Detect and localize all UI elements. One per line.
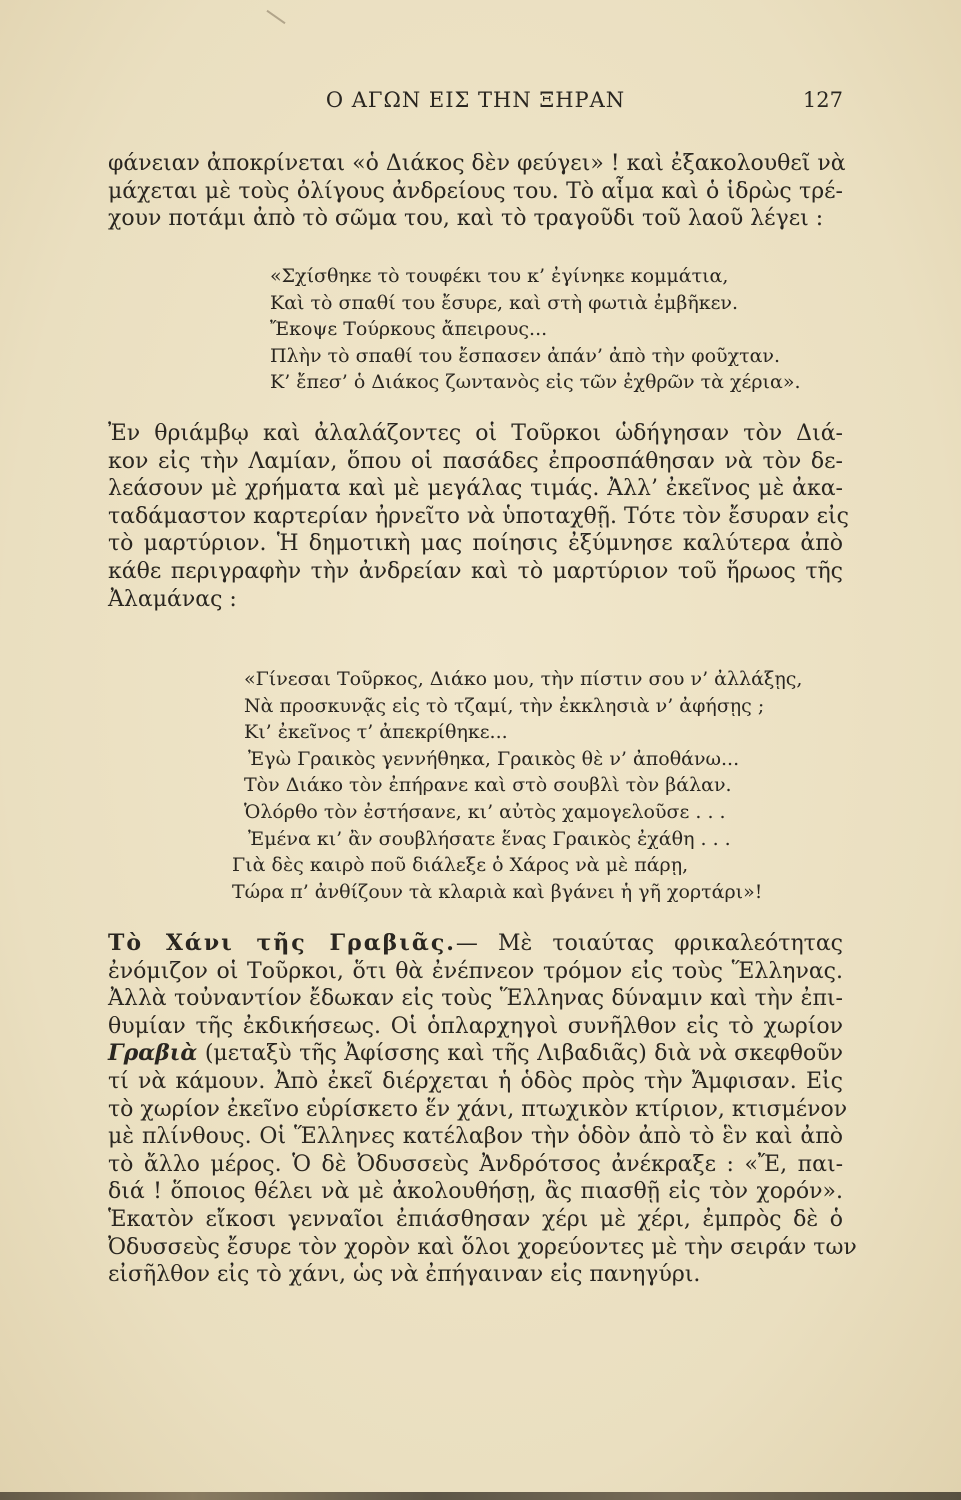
text-line: μὲ πλίνθους. Οἱ Ἕλληνες κατέλαβον τὴν ὁδὸν ἀπὸ τὸ ἓν καὶ ἀπὸ — [108, 1124, 843, 1150]
text-line — [108, 930, 843, 958]
verse-line: Κ’ ἔπεσ’ ὁ Διάκος ζωντανὸς εἰς τῶν ἐχθρῶν τὰ χέρια». — [270, 371, 801, 394]
text-line: κάθε περιγραφὴν τὴν ἀνδρείαν καὶ τὸ μαρτύριον τοῦ ἥρωος τῆς — [108, 558, 843, 584]
heading-continuation: — Μὲ τοιαύτας φρικαλεότητας — [455, 931, 843, 956]
text-line: Ἐν θριάμβῳ καὶ ἀλαλάζοντες οἱ Τοῦρκοι ὡδήγησαν τὸν Διά- — [108, 421, 843, 446]
verse-2 — [232, 666, 803, 905]
text-line: ταδάμαστον καρτερίαν ἠρνεῖτο νὰ ὑποταχθῇ. Τότε τὸν ἔσυραν εἰς — [108, 503, 849, 529]
section-heading: Τὸ Χάνι τῆς Γραβιᾶς. — [108, 930, 456, 956]
verse-line: Καὶ τὸ σπαθί του ἔσυρε, καὶ στὴ φωτιὰ ἐμβῆκεν. — [270, 291, 739, 314]
verse-line: Γιὰ δὲς καιρὸ ποῦ διάλεξε ὁ Χάρος νὰ μὲ πάρῃ, — [232, 854, 689, 877]
text-line: Ἀλλὰ τοὐναντίον ἔδωκαν εἰς τοὺς Ἕλληνας δύναμιν καὶ τὴν ἐπι- — [108, 986, 843, 1012]
page-edge-strip — [0, 1492, 961, 1500]
text-line: θυμίαν τῆς ἐκδικήσεως. Οἱ ὁπλαρχηγοὶ συνῆλθον εἰς τὸ χωρίον — [108, 1013, 843, 1039]
text-line: τὸ μαρτύριον. Ἡ δημοτικὴ μας ποίησις ἐξύμνησε καλύτερα ἀπὸ — [108, 531, 843, 557]
text-line: μάχεται μὲ τοὺς ὀλίγους ἀνδρείους του. Τὸ αἷμα καὶ ὁ ἱδρὼς τρέ- — [108, 178, 843, 204]
text-line: λεάσουν μὲ χρήματα καὶ μὲ μεγάλας τιμάς. Ἀλλ’ ἐκεῖνος μὲ ἀκα- — [108, 476, 843, 502]
page-number: 127 — [802, 88, 843, 112]
place-line-rest: (μεταξὺ τῆς Ἀφίσσης καὶ τῆς Λιβαδιᾶς) διὰ νὰ σκεφθοῦν — [197, 1041, 843, 1067]
text-line: φάνειαν ἀποκρίνεται «ὁ Διάκος δὲν φεύγει» ! καὶ ἐξακολουθεῖ νὰ — [108, 151, 846, 176]
verse-line: Τὸν Διάκο τὸν ἐπήρανε καὶ στὸ σουβλὶ τὸν βάλαν. — [244, 774, 732, 797]
running-title: Ο ΑΓΩΝ ΕΙΣ ΤΗΝ ΞΗΡΑΝ — [325, 88, 626, 112]
paragraph-1 — [108, 150, 846, 233]
verse-line: Ἐμένα κι’ ἂν σουβλήσατε ἕνας Γραικὸς ἐχάθη . . . — [248, 827, 731, 850]
place-name: Γραβιὰ — [108, 1040, 198, 1067]
paragraph-2 — [108, 420, 849, 613]
verse-1 — [270, 263, 801, 396]
verse-line: «Σχίσθηκε τὸ τουφέκι του κ’ ἐγίνηκε κομμάτια, — [270, 265, 729, 287]
text-line — [108, 1040, 843, 1068]
verse-line: Κι’ ἐκεῖνος τ’ ἀπεκρίθηκε... — [244, 721, 508, 744]
text-line: Ὀδυσσεὺς ἔσυρε τὸν χορὸν καὶ ὅλοι χορεύοντες μὲ τὴν σειράν των — [108, 1234, 857, 1260]
paragraph-3 — [108, 930, 857, 1289]
verse-line: Πλὴν τὸ σπαθί του ἔσπασεν ἀπάν’ ἀπὸ τὴν φοῦχταν. — [270, 344, 781, 367]
text-line: διά ! ὅποιος θέλει νὰ μὲ ἀκολουθήσῃ, ἂς πιασθῇ εἰς τὸν χορόν». — [108, 1179, 843, 1205]
text-line: τὸ ἄλλο μέρος. Ὁ δὲ Ὀδυσσεὺς Ἀνδρότσος ἀνέκραξε : «Ἔ, παι- — [108, 1151, 843, 1177]
text-line: εἰσῆλθον εἰς τὸ χάνι, ὡς νὰ ἐπήγαιναν εἰς πανηγύρι. — [108, 1262, 701, 1288]
verse-line: Ὁλόρθο τὸν ἐστήσανε, κι’ αὐτὸς χαμογελοῦσε . . . — [244, 800, 726, 823]
verse-line: Ἔκοψε Τούρκους ἄπειρους... — [270, 318, 548, 341]
text-line: Ἑκατὸν εἴκοσι γενναῖοι ἐπιάσθησαν χέρι μὲ χέρι, ἐμπρὸς δὲ ὁ — [108, 1206, 843, 1232]
text-line: τὸ χωρίον ἐκεῖνο εὑρίσκετο ἕν χάνι, πτωχικὸν κτίριον, κτισμένον — [108, 1096, 848, 1122]
text-line: Ἀλαμάνας : — [108, 586, 237, 612]
text-line: χουν ποτάμι ἀπὸ τὸ σῶμα του, καὶ τὸ τραγοῦδι τοῦ λαοῦ λέγει : — [108, 206, 824, 232]
text-line: τί νὰ κάμουν. Ἀπὸ ἐκεῖ διέρχεται ἡ ὁδὸς πρὸς τὴν Ἄμφισαν. Εἰς — [108, 1068, 843, 1094]
verse-line: Νὰ προσκυνᾷς εἰς τὸ τζαμί, τὴν ἐκκλησιὰ ν’ ἀφήσῃς ; — [244, 694, 765, 717]
page-mark — [266, 10, 285, 24]
verse-line: «Γίνεσαι Τοῦρκος, Διάκο μου, τὴν πίστιν σου ν’ ἀλλάξῃς, — [244, 668, 803, 690]
page-header — [108, 84, 843, 120]
text-line: κον εἰς τὴν Λαμίαν, ὅπου οἱ πασάδες ἐπροσπάθησαν νὰ τὸν δε- — [108, 448, 843, 474]
verse-line: Τώρα π’ ἀνθίζουν τὰ κλαριὰ καὶ βγάνει ἡ γῆ χορτάρι»! — [232, 880, 763, 903]
text-line: ἐνόμιζον οἱ Τοῦρκοι, ὅτι θὰ ἐνέπνεον τρόμον εἰς τοὺς Ἕλληνας. — [108, 958, 843, 984]
verse-line: Ἐγὼ Γραικὸς γεννήθηκα, Γραικὸς θὲ ν’ ἀποθάνω... — [248, 747, 740, 770]
